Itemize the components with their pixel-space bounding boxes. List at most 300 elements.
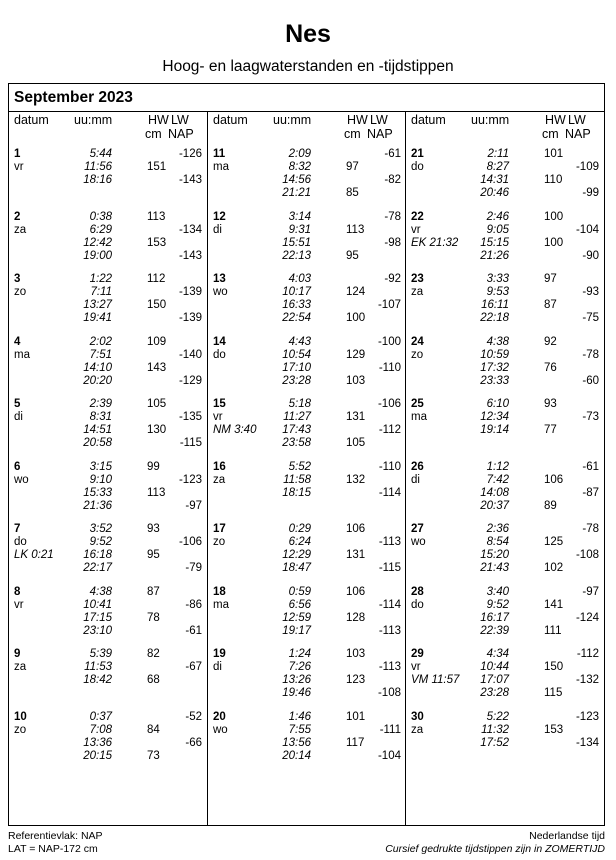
day-block [406,211,604,267]
tide-event [208,273,406,286]
low-water-value: -134 [178,223,202,236]
low-water-value: -143 [178,249,202,262]
day-number: 18 [213,585,226,598]
day-number: 16 [213,460,226,473]
day-block [406,148,604,204]
tide-event [9,586,207,599]
day-block [9,211,207,267]
moon-phase: LK 0:21 [14,549,54,561]
tide-event [208,562,406,575]
tide-event [9,299,207,312]
header-time: uu:mm [74,113,113,127]
weekday: ma [14,348,30,361]
tide-event [9,312,207,325]
footer-lat: LAT = NAP-172 cm [8,843,98,855]
event-time: 0:37 [89,710,112,723]
high-water-value: 124 [346,286,366,298]
tide-event [9,250,207,263]
event-time: 22:18 [480,312,509,324]
tide-event [208,711,406,724]
tide-event [406,336,604,349]
event-time: 1:46 [288,710,311,723]
tide-event [406,599,604,612]
event-time: 9:05 [486,223,509,236]
event-time: 2:46 [486,210,509,223]
low-water-value: -108 [575,549,599,561]
tide-event [9,549,207,562]
weekday: wo [14,473,29,486]
tide-event [208,750,406,763]
event-time: 10:44 [480,661,509,673]
low-water-value: -82 [384,174,401,186]
tide-event [406,737,604,750]
event-time: 10:59 [480,348,509,361]
high-water-value: 82 [147,648,160,660]
event-time: 11:56 [84,161,112,173]
high-water-value: 123 [346,674,366,686]
day-number: 10 [14,710,27,723]
event-time: 2:39 [89,398,112,410]
event-time: 8:27 [486,161,509,173]
low-water-value: -75 [582,312,599,324]
tide-event [208,523,406,536]
tide-event [406,424,604,437]
day-number: 8 [14,585,21,598]
day-block [406,523,604,579]
tide-event [9,148,207,161]
tide-event [208,299,406,312]
header-hw: HW [148,113,169,127]
high-water-value: 106 [544,473,564,486]
low-water-value: -126 [178,148,202,160]
event-time: 21:43 [480,562,509,574]
tide-event [406,648,604,661]
high-water-value: 73 [147,749,160,762]
event-time: 12:42 [83,236,112,249]
high-water-value: 109 [147,335,167,348]
tide-event [406,523,604,536]
event-time: 20:46 [480,187,509,199]
tide-event [208,286,406,299]
low-water-value: -111 [379,723,401,736]
event-time: 17:07 [480,674,509,686]
day-number: 29 [411,648,424,660]
month-header-row [9,84,604,112]
high-water-value: 99 [147,460,160,473]
tide-event [208,424,406,437]
day-block [9,648,207,704]
event-time: 16:18 [83,549,112,561]
tide-event [406,612,604,625]
tide-event [208,250,406,263]
low-water-value: -115 [179,437,202,449]
header-time: uu:mm [273,113,312,127]
tide-event [9,711,207,724]
tide-event [406,299,604,312]
event-time: 13:56 [282,736,311,749]
low-water-value: -106 [178,536,202,548]
low-water-value: -113 [378,661,401,673]
high-water-value: 130 [147,424,167,436]
event-time: 9:52 [89,536,112,548]
tide-event [406,250,604,263]
header-cm: cm [542,127,559,141]
tide-event [406,724,604,737]
low-water-value: -110 [378,460,401,473]
tide-event [9,724,207,737]
header-nap: NAP [565,127,591,141]
moon-phase: EK 21:32 [411,236,459,249]
low-water-value: -104 [377,749,401,762]
low-water-value: -78 [582,348,599,361]
weekday: za [213,473,226,486]
high-water-value: 115 [544,687,563,699]
event-time: 7:55 [288,723,311,736]
high-water-value: 76 [544,361,557,374]
weekday: di [213,223,222,236]
header-cm: cm [145,127,162,141]
tide-event [9,237,207,250]
high-water-value: 117 [346,736,365,749]
event-time: 15:20 [480,549,509,561]
tide-event [208,674,406,687]
event-time: 23:28 [282,374,311,387]
tide-event [9,437,207,450]
high-water-value: 92 [544,335,557,348]
day-number: 12 [213,210,226,223]
tide-event [208,224,406,237]
tide-event [208,411,406,424]
low-water-value: -99 [582,187,599,199]
day-block [208,273,406,329]
high-water-value: 150 [544,661,564,673]
event-time: 18:15 [282,486,311,499]
tide-event [9,362,207,375]
tide-event [208,599,406,612]
event-time: 23:58 [282,437,311,449]
event-time: 6:29 [89,223,112,236]
tide-event [406,711,604,724]
tide-event [208,648,406,661]
header-lw: LW [568,113,586,127]
event-time: 18:47 [282,562,311,574]
header-datum: datum [213,113,248,127]
tide-event [9,349,207,362]
tide-event [406,687,604,700]
day-number: 19 [213,648,226,660]
day-block [9,398,207,454]
weekday: di [14,411,23,423]
month-label: September 2023 [14,89,133,106]
weekday: wo [411,536,426,548]
event-time: 9:53 [486,286,509,298]
event-time: 9:10 [89,473,112,486]
event-time: 1:24 [288,648,311,660]
tide-event [9,674,207,687]
tide-event [406,586,604,599]
event-time: 18:42 [83,674,112,686]
high-water-value: 100 [544,210,564,223]
event-time: 8:31 [89,411,112,423]
low-water-value: -113 [378,536,401,548]
event-time: 1:22 [89,273,112,285]
low-water-value: -139 [178,312,202,324]
tide-event [9,562,207,575]
high-water-value: 150 [147,299,167,311]
tide-event [9,424,207,437]
day-number: 14 [213,335,226,348]
weekday: di [213,661,222,673]
high-water-value: 89 [544,499,557,512]
tide-event [406,375,604,388]
tide-event [208,336,406,349]
weekday: za [411,286,424,298]
tide-event [208,549,406,562]
tide-event [208,687,406,700]
day-block [208,523,406,579]
weekday: za [411,723,424,736]
day-number: 21 [411,148,424,160]
high-water-value: 113 [147,486,166,499]
tide-event [208,586,406,599]
event-time: 6:24 [288,536,311,548]
event-time: 14:08 [480,486,509,499]
day-number: 15 [213,398,226,410]
low-water-value: -112 [378,424,401,436]
day-number: 20 [213,710,226,723]
day-number: 2 [14,210,21,223]
low-water-value: -78 [384,210,401,223]
weekday: zo [14,723,27,736]
tide-event [208,724,406,737]
event-time: 17:32 [480,361,509,374]
event-time: 16:11 [481,299,509,311]
day-number: 17 [213,523,226,535]
day-number: 6 [14,460,21,473]
event-time: 17:52 [480,736,509,749]
low-water-value: -87 [582,486,599,499]
day-number: 27 [411,523,424,535]
event-time: 7:08 [89,723,112,736]
event-time: 23:28 [480,687,509,699]
tide-event [208,187,406,200]
day-number: 9 [14,648,21,660]
high-water-value: 128 [346,611,366,624]
tide-event [9,273,207,286]
low-water-value: -67 [185,661,202,673]
day-number: 7 [14,523,21,535]
weekday: vr [14,161,24,173]
day-block [9,336,207,392]
page-title: Nes [285,20,331,48]
event-time: 5:52 [288,460,311,473]
low-water-value: -106 [377,398,401,410]
tide-event [208,474,406,487]
low-water-value: -73 [582,411,599,423]
tide-event [406,661,604,674]
tide-event [406,174,604,187]
moon-phase: NM 3:40 [213,424,257,436]
event-time: 14:10 [83,361,112,374]
tide-event [208,661,406,674]
event-time: 20:58 [83,437,112,449]
event-time: 15:51 [282,236,311,249]
event-time: 13:26 [282,674,311,686]
event-time: 0:29 [288,523,311,535]
day-block [208,461,406,517]
tide-event [9,174,207,187]
low-water-value: -78 [582,523,599,535]
event-time: 22:13 [282,249,311,262]
day-number: 24 [411,335,424,348]
event-time: 10:41 [83,598,112,611]
tide-event [9,487,207,500]
event-time: 19:00 [83,249,112,262]
header-hw: HW [545,113,566,127]
tide-event [406,562,604,575]
event-time: 1:12 [486,460,509,473]
tide-event [9,500,207,513]
event-time: 2:02 [89,335,112,348]
tide-event [9,474,207,487]
tide-event [9,161,207,174]
day-number: 30 [411,710,424,723]
high-water-value: 132 [346,473,366,486]
high-water-value: 78 [147,611,160,624]
low-water-value: -139 [178,286,202,298]
low-water-value: -93 [582,286,599,298]
high-water-value: 87 [544,299,557,311]
high-water-value: 77 [544,424,557,436]
event-time: 5:44 [89,148,112,160]
high-water-value: 68 [147,674,160,686]
event-time: 20:20 [83,374,112,387]
tide-event [9,211,207,224]
tide-event [208,312,406,325]
tide-event [406,161,604,174]
event-time: 17:15 [83,611,112,624]
footer-timezone: Nederlandse tijd [529,830,605,842]
tide-event [208,349,406,362]
day-block [406,711,604,767]
tide-event [9,375,207,388]
tide-event [208,362,406,375]
header-nap: NAP [168,127,194,141]
tide-event [9,224,207,237]
footer-dst-note: Cursief gedrukte tijdstippen zijn in ZOMERTIJD [385,843,605,855]
tide-event [9,648,207,661]
event-time: 8:32 [288,161,311,173]
low-water-value: -140 [178,348,202,361]
low-water-value: -112 [576,648,599,660]
tide-event [406,286,604,299]
high-water-value: 113 [346,223,365,236]
event-time: 3:15 [89,460,112,473]
low-water-value: -92 [384,273,401,285]
tide-event [208,737,406,750]
tide-event [406,474,604,487]
high-water-value: 84 [147,723,160,736]
low-water-value: -86 [185,598,202,611]
low-water-value: -60 [582,374,599,387]
tide-event [406,273,604,286]
weekday: za [14,223,27,236]
tide-event [9,536,207,549]
tide-event [406,237,604,250]
tide-event [9,523,207,536]
event-time: 15:33 [83,486,112,499]
header-lw: LW [370,113,388,127]
event-time: 23:10 [83,624,112,637]
low-water-value: -66 [185,736,202,749]
column-2 [207,112,406,826]
tide-event [406,312,604,325]
event-time: 23:33 [480,374,509,387]
tide-event [9,411,207,424]
low-water-value: -135 [178,411,202,423]
event-time: 0:59 [288,585,311,598]
weekday: vr [411,661,421,673]
low-water-value: -115 [378,562,401,574]
high-water-value: 105 [147,398,167,410]
day-block [9,148,207,204]
event-time: 19:17 [282,624,311,637]
tide-event [406,362,604,375]
tide-event [9,625,207,638]
high-water-value: 110 [544,174,563,186]
day-block [208,586,406,642]
day-block [406,586,604,642]
day-block [208,336,406,392]
event-time: 13:27 [83,299,112,311]
header-hw: HW [347,113,368,127]
event-time: 6:10 [486,398,509,410]
day-block [9,523,207,579]
tide-event [406,349,604,362]
event-time: 20:15 [83,749,112,762]
day-block [9,273,207,329]
event-time: 21:26 [480,249,509,262]
event-time: 2:11 [487,148,509,160]
event-time: 3:40 [486,585,509,598]
high-water-value: 103 [346,648,366,660]
event-time: 7:51 [89,348,112,361]
event-time: 7:42 [486,473,509,486]
event-time: 21:36 [83,499,112,512]
low-water-value: -123 [575,710,599,723]
weekday: zo [213,536,226,548]
tide-event [9,398,207,411]
day-block [406,336,604,392]
weekday: zo [14,286,27,298]
high-water-value: 100 [544,236,564,249]
tide-event [406,398,604,411]
event-time: 17:10 [282,361,311,374]
event-time: 3:52 [89,523,112,535]
tide-event [208,237,406,250]
event-time: 12:29 [282,549,311,561]
tide-event [9,612,207,625]
tide-event [208,612,406,625]
high-water-value: 153 [544,723,564,736]
high-water-value: 93 [147,523,160,535]
tide-event [9,286,207,299]
day-block [9,711,207,767]
event-time: 4:43 [288,335,311,348]
header-lw: LW [171,113,189,127]
low-water-value: -61 [384,148,401,160]
tide-event [9,750,207,763]
